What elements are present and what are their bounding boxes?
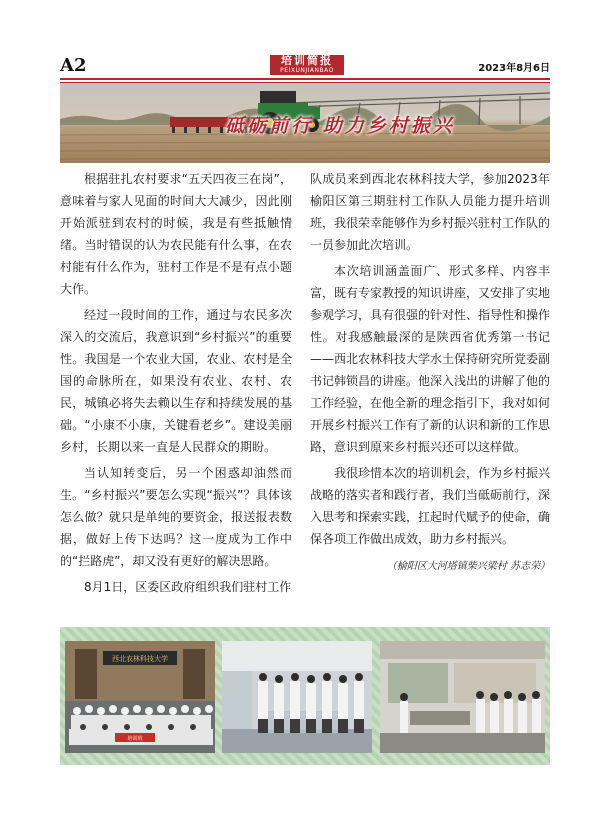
group-photo: [65, 641, 215, 753]
photo1-sign: 西北农林科技大学: [112, 655, 168, 663]
masthead: [270, 55, 344, 75]
article-paragraph: 我很珍惜本次的培训机会，作为乡村振兴战略的落实者和践行者，我们当砥砺前行，深入思考和探索实践，扛起时代赋予的使命，确保各项工作做出成效，助力乡村振兴。: [310, 466, 551, 546]
exhibit-visit-photo: [222, 641, 372, 753]
banner-title: 砥砺前行 助力乡村振兴: [225, 115, 455, 137]
masthead-title: 培训简报: [281, 54, 333, 67]
author-byline: （榆阳区大河塔镇柴兴梁村 苏志荣）: [386, 561, 550, 572]
article-paragraph: 8月1日，区委区政府组织我们驻村工作: [84, 580, 292, 594]
lecture-hall-photo: [380, 641, 545, 753]
article-right-column: [310, 168, 550, 578]
article-paragraph: 经过一段时间的工作，通过与农民多次深入的交流后，我意识到“乡村振兴”的重要性。我国是一个农业大国，农业、农村是全国的命脉所在，如果没有农业、农村、农民，城镇必将失去赖以生存和持续发展的基础。“小康不小康，关键看老乡”。建设美丽乡村，长期以来一直是人民群众的期盼。: [60, 308, 292, 454]
article-paragraph: 本次培训涵盖面广、形式多样、内容丰富，既有专家教授的知识讲座，又安排了实地参观学习，具有很强的针对性、指导性和操作性。对我感触最深的是陕西省优秀第一书记——西北农林科技大学水土保持研究所党委副书记韩锁昌的讲座。他深入浅出的讲解了他的工作经验，在他全新的理念指引下，我对如何开展乡村振兴工作有了新的认识和新的工作思路，意识到原来乡村振兴还可以这样做。: [310, 264, 551, 454]
page-header: [60, 55, 550, 77]
article-paragraph-continued: 队成员来到西北农林科技大学，参加2023年榆阳区第三期驻村工作队人员能力提升培训班，我很荣幸能够作为乡村振兴驻村工作队的一员参加此次培训。: [310, 172, 551, 252]
header-rule: [60, 78, 550, 80]
masthead-pinyin: PEIXUNJIANBAO: [280, 67, 334, 74]
photo1-banner: 培训班: [127, 736, 143, 742]
photo-strip: [60, 627, 550, 765]
article-paragraph: 当认知转变后，另一个困惑却油然而生。“乡村振兴”要怎么实现“振兴”？具体该怎么做？就只是单纯的要资金，报送报表数据，做好上传下达吗？这一度成为工作中的“拦路虎”，却又没有更好的解决思路。: [60, 466, 292, 568]
page-number: A2: [60, 55, 87, 76]
banner-image: [60, 83, 550, 163]
article-paragraph: 根据驻扎农村要求“五天四夜三在岗”，意味着与家人见面的时间大大减少，因此刚开始派驻到农村的时候，我是有些抵触情绪。当时错误的认为农民能有什么事，在农村能有什么作为，驻村工作是不是有点小题大作。: [60, 172, 292, 296]
issue-date: 2023年8月6日: [478, 63, 550, 74]
article-left-column: [60, 168, 292, 602]
